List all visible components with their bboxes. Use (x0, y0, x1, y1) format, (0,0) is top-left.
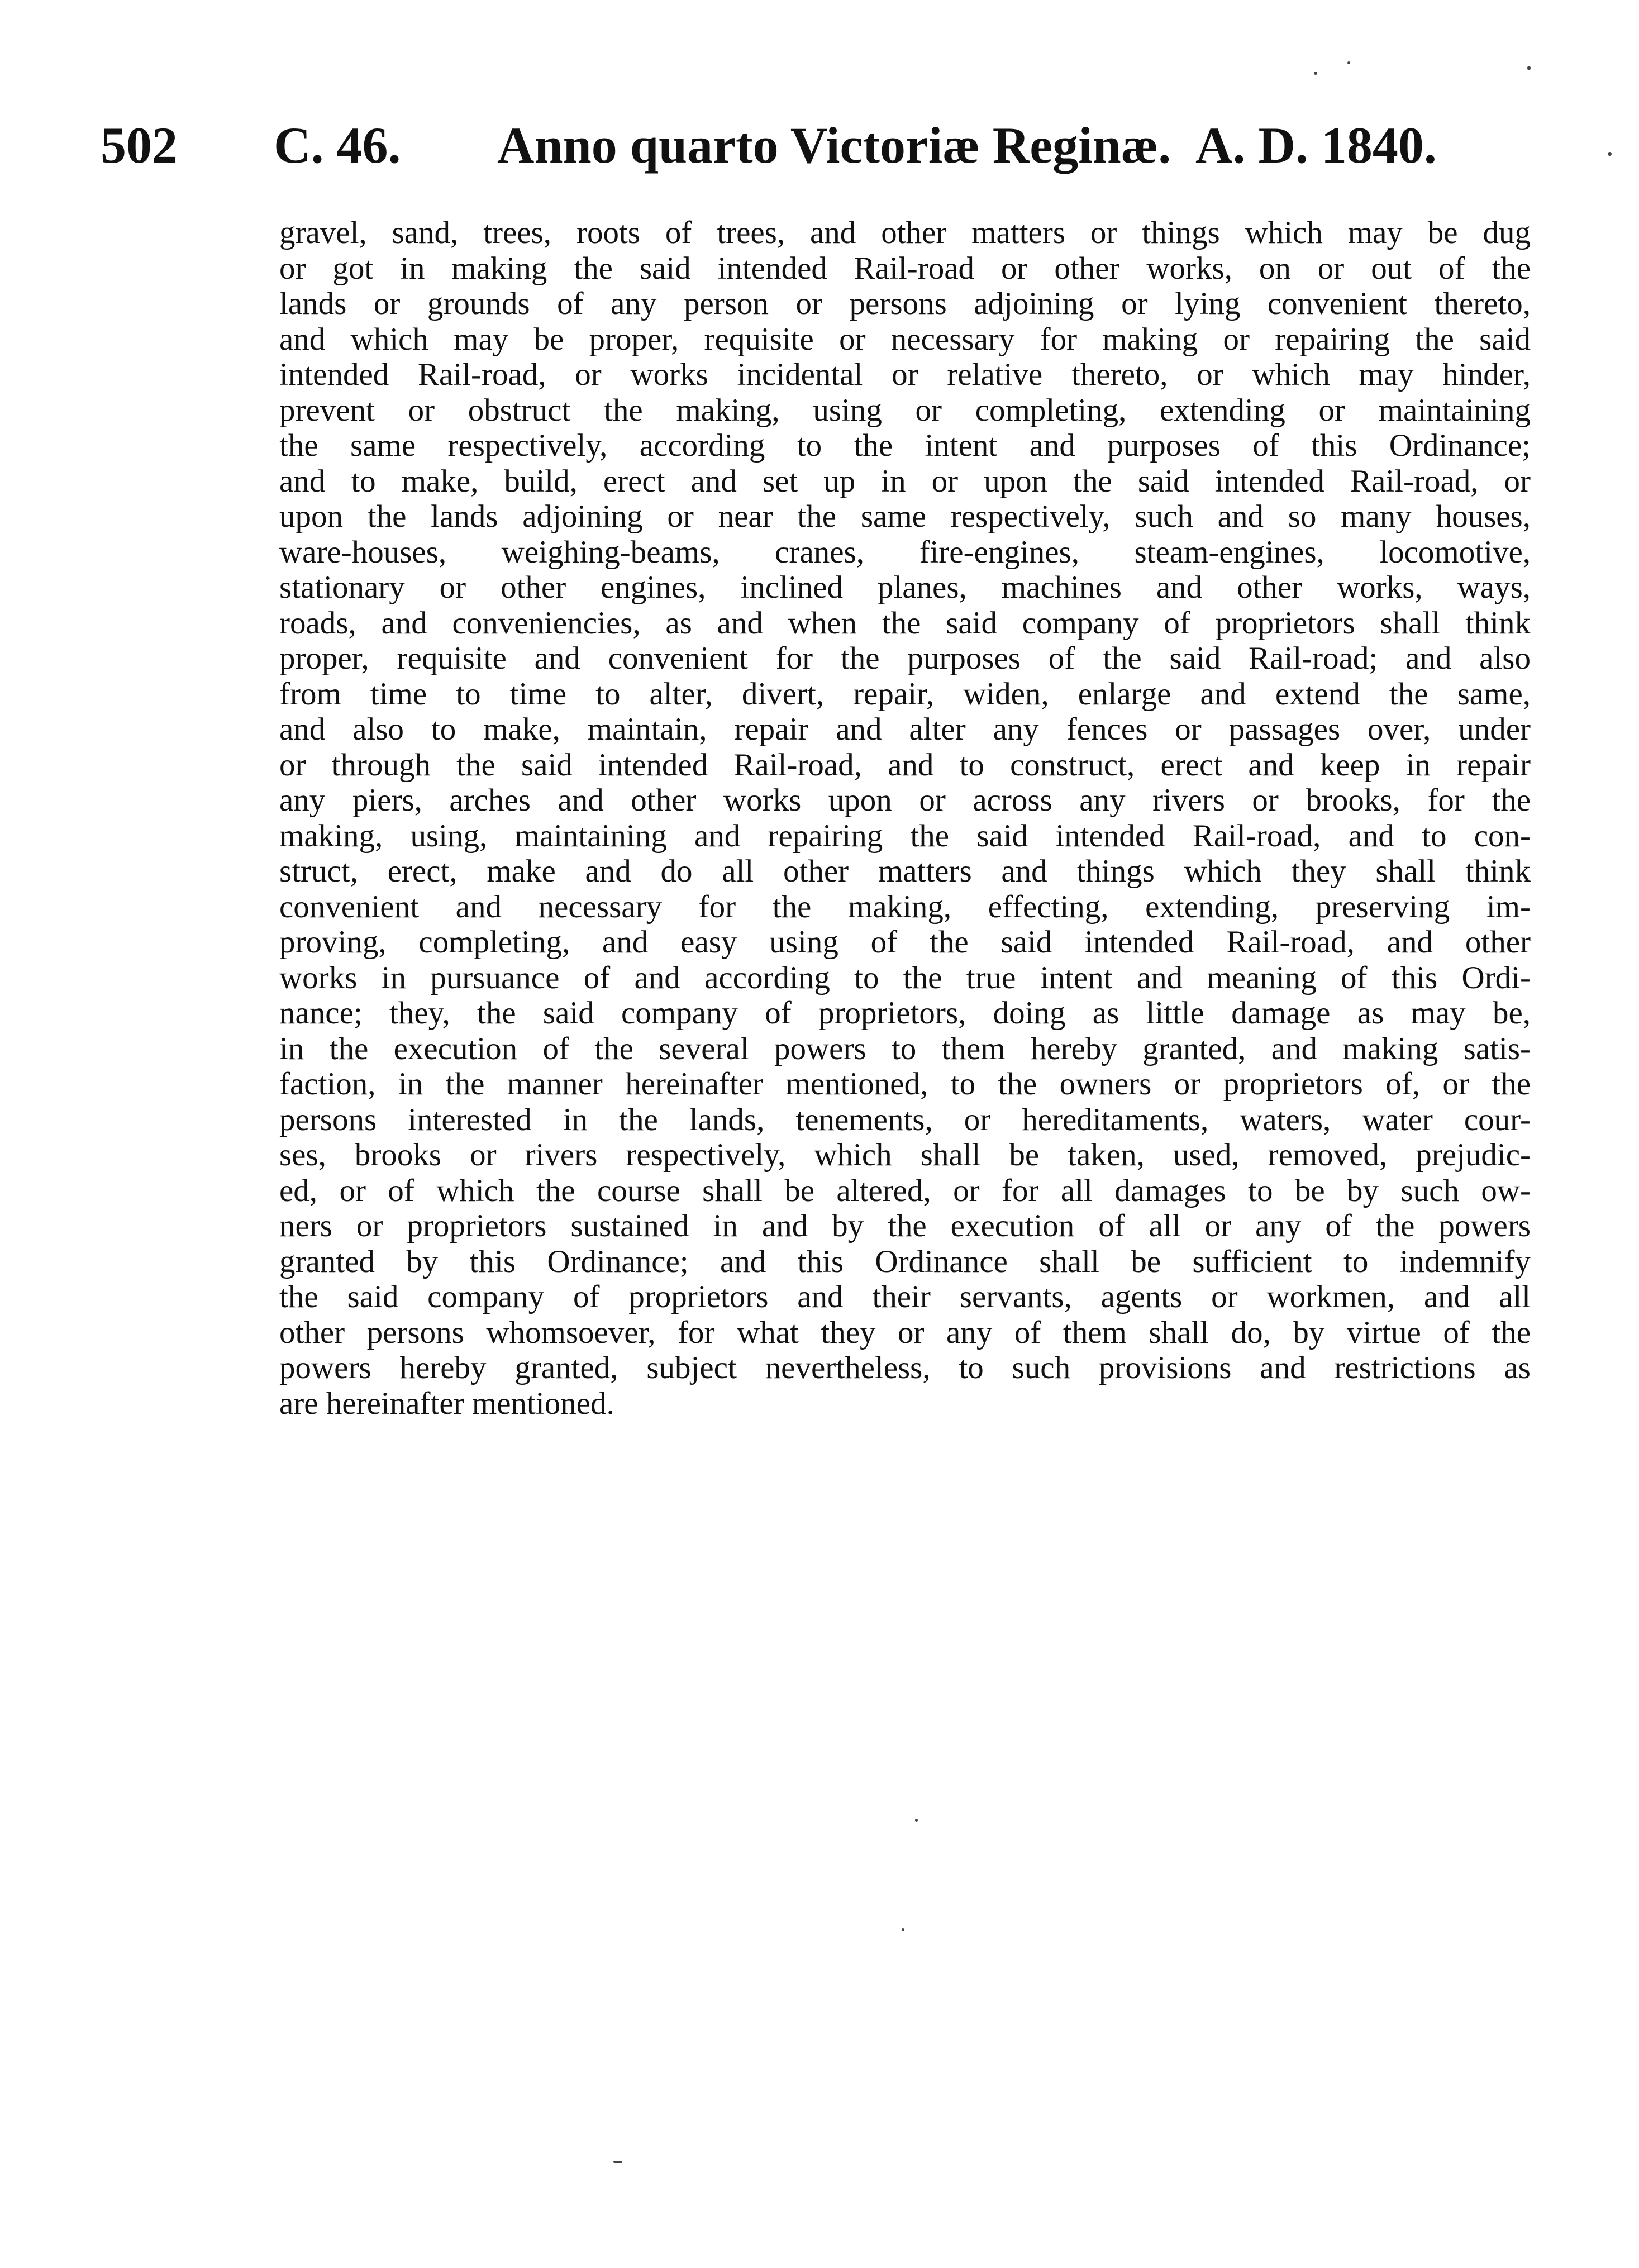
text-line: the same respectively, according to the intent and purposes of this Ordinance; (279, 428, 1531, 463)
text-line: lands or grounds of any person or persons adjoining or lying convenient thereto, (279, 286, 1531, 321)
text-line-last: are hereinafter mentioned. (279, 1385, 614, 1421)
text-line: persons interested in the lands, tenements, or hereditaments, waters, water cour- (279, 1102, 1531, 1137)
text-line: or through the said intended Rail-road, and to construct, erect and keep in repair (279, 747, 1531, 783)
scan-speck (1347, 61, 1350, 64)
text-line: ses, brooks or rivers respectively, which shall be taken, used, removed, prejudic- (279, 1137, 1531, 1173)
text-line: intended Rail-road, or works incidental or relative thereto, or which may hinder, (279, 357, 1531, 392)
text-line: or got in making the said intended Rail-road or other works, on or out of the (279, 250, 1531, 286)
text-line: ed, or of which the course shall be altered, or for all damages to be by such ow- (279, 1173, 1531, 1208)
text-line: upon the lands adjoining or near the same respectively, such and so many houses, (279, 499, 1531, 534)
text-line: from time to time to alter, divert, repair, widen, enlarge and extend the same, (279, 676, 1531, 712)
text-line: roads, and conveniencies, as and when the said company of proprietors shall think (279, 605, 1531, 641)
scan-speck (1527, 66, 1531, 70)
running-title: Anno quarto Victoriæ Reginæ. (497, 117, 1171, 174)
page-number: 502 (101, 117, 178, 174)
page-header (101, 112, 1531, 179)
text-line: granted by this Ordinance; and this Ordinance shall be sufficient to indemnify (279, 1243, 1531, 1279)
text-line: faction, in the manner hereinafter mentioned, to the owners or proprietors of, or the (279, 1066, 1531, 1102)
text-line: the said company of proprietors and their servants, agents or workmen, and all (279, 1279, 1531, 1314)
text-line: powers hereby granted, subject nevertheless, to such provisions and restrictions as (279, 1350, 1531, 1385)
text-line: works in pursuance of and according to the true intent and meaning of this Ordi- (279, 960, 1531, 995)
text-line: struct, erect, make and do all other matters and things which they shall think (279, 854, 1531, 889)
scan-speck (1608, 152, 1612, 156)
text-line: and to make, build, erect and set up in or upon the said intended Rail-road, or (279, 463, 1531, 499)
text-line: gravel, sand, trees, roots of trees, and other matters or things which may be dug (279, 215, 1531, 250)
text-line: proper, requisite and convenient for the purposes of the said Rail-road; and also (279, 641, 1531, 676)
text-line: and also to make, maintain, repair and alter any fences or passages over, under (279, 712, 1531, 747)
text-line: ware-houses, weighing-beams, cranes, fire-engines, steam-engines, locomotive, (279, 534, 1531, 570)
scan-speck (613, 2161, 622, 2163)
text-line: proving, completing, and easy using of the said intended Rail-road, and other (279, 925, 1531, 960)
scan-speck (915, 1819, 918, 1822)
text-line: convenient and necessary for the making, effecting, extending, preserving im- (279, 889, 1531, 925)
text-line: any piers, arches and other works upon or across any rivers or brooks, for the (279, 783, 1531, 818)
text-line: ners or proprietors sustained in and by the execution of all or any of the powers (279, 1208, 1531, 1243)
text-line: and which may be proper, requisite or necessary for making or repairing the said (279, 321, 1531, 357)
scan-speck (902, 1928, 904, 1931)
text-line: in the execution of the several powers to them hereby granted, and making satis- (279, 1031, 1531, 1066)
text-line: making, using, maintaining and repairing the said intended Rail-road, and to con- (279, 818, 1531, 854)
text-line: prevent or obstruct the making, using or completing, extending or maintaining (279, 392, 1531, 428)
chapter-number: C. 46. (274, 117, 401, 174)
text-line: nance; they, the said company of proprietors, doing as little damage as may be, (279, 995, 1531, 1031)
scan-speck (1314, 72, 1317, 75)
year-label: A. D. 1840. (1195, 117, 1437, 174)
text-line: other persons whomsoever, for what they or any of them shall do, by virtue of the (279, 1314, 1531, 1350)
text-line: stationary or other engines, inclined planes, machines and other works, ways, (279, 570, 1531, 605)
body-paragraph (279, 215, 1531, 1421)
